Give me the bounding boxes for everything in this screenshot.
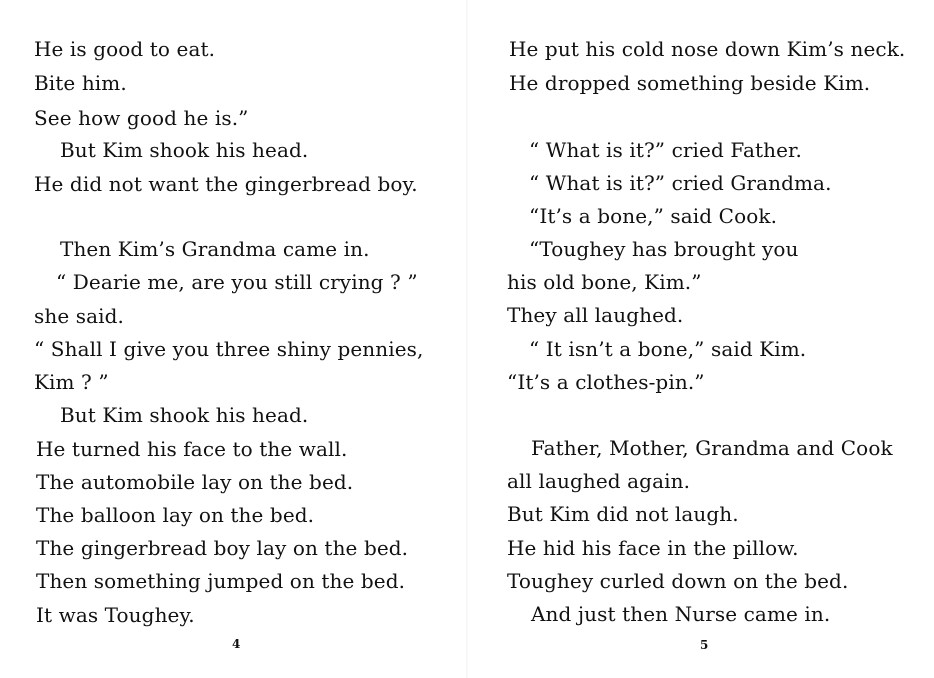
- text-line: And just then Nurse came in.: [531, 602, 831, 626]
- text-line: “ Shall I give you three shiny pennies,: [34, 337, 424, 361]
- text-line: Father, Mother, Grandma and Cook: [531, 436, 893, 460]
- text-line: He put his cold nose down Kim’s neck.: [509, 37, 906, 61]
- text-line: But Kim did not laugh.: [507, 502, 739, 526]
- text-line: Toughey curled down on the bed.: [507, 569, 849, 593]
- text-line: See how good he is.”: [34, 106, 249, 130]
- text-line: “ Dearie me, are you still crying ? ”: [56, 270, 418, 294]
- text-line: The balloon lay on the bed.: [36, 503, 315, 527]
- text-line: “ It isn’t a bone,” said Kim.: [529, 337, 807, 361]
- text-line: He hid his face in the pillow.: [507, 536, 799, 560]
- text-line: “It’s a clothes-pin.”: [507, 370, 705, 394]
- text-line: Then Kim’s Grandma came in.: [60, 237, 370, 261]
- text-line: The gingerbread boy lay on the bed.: [36, 536, 409, 560]
- page-number: 5: [700, 638, 709, 652]
- text-line: He did not want the gingerbread boy.: [34, 172, 418, 196]
- page-number: 4: [232, 637, 241, 651]
- text-line: They all laughed.: [507, 303, 684, 327]
- right-page: [467, 0, 934, 678]
- text-line: she said.: [34, 304, 124, 328]
- text-line: It was Toughey.: [36, 603, 195, 627]
- text-line: “ What is it?” cried Father.: [529, 138, 802, 162]
- text-line: “ What is it?” cried Grandma.: [529, 171, 832, 195]
- text-line: He turned his face to the wall.: [36, 437, 348, 461]
- text-line: Then something jumped on the bed.: [36, 569, 406, 593]
- text-line: He dropped something beside Kim.: [509, 71, 871, 95]
- text-line: But Kim shook his head.: [60, 138, 309, 162]
- text-line: “It’s a bone,” said Cook.: [529, 204, 778, 228]
- text-line: The automobile lay on the bed.: [36, 470, 354, 494]
- text-line: He is good to eat.: [34, 37, 216, 61]
- text-line: Kim ? ”: [34, 370, 109, 394]
- text-line: “Toughey has brought you: [529, 237, 799, 261]
- text-line: all laughed again.: [507, 469, 691, 493]
- text-line: his old bone, Kim.”: [507, 270, 702, 294]
- text-line: But Kim shook his head.: [60, 403, 309, 427]
- text-line: Bite him.: [34, 71, 127, 95]
